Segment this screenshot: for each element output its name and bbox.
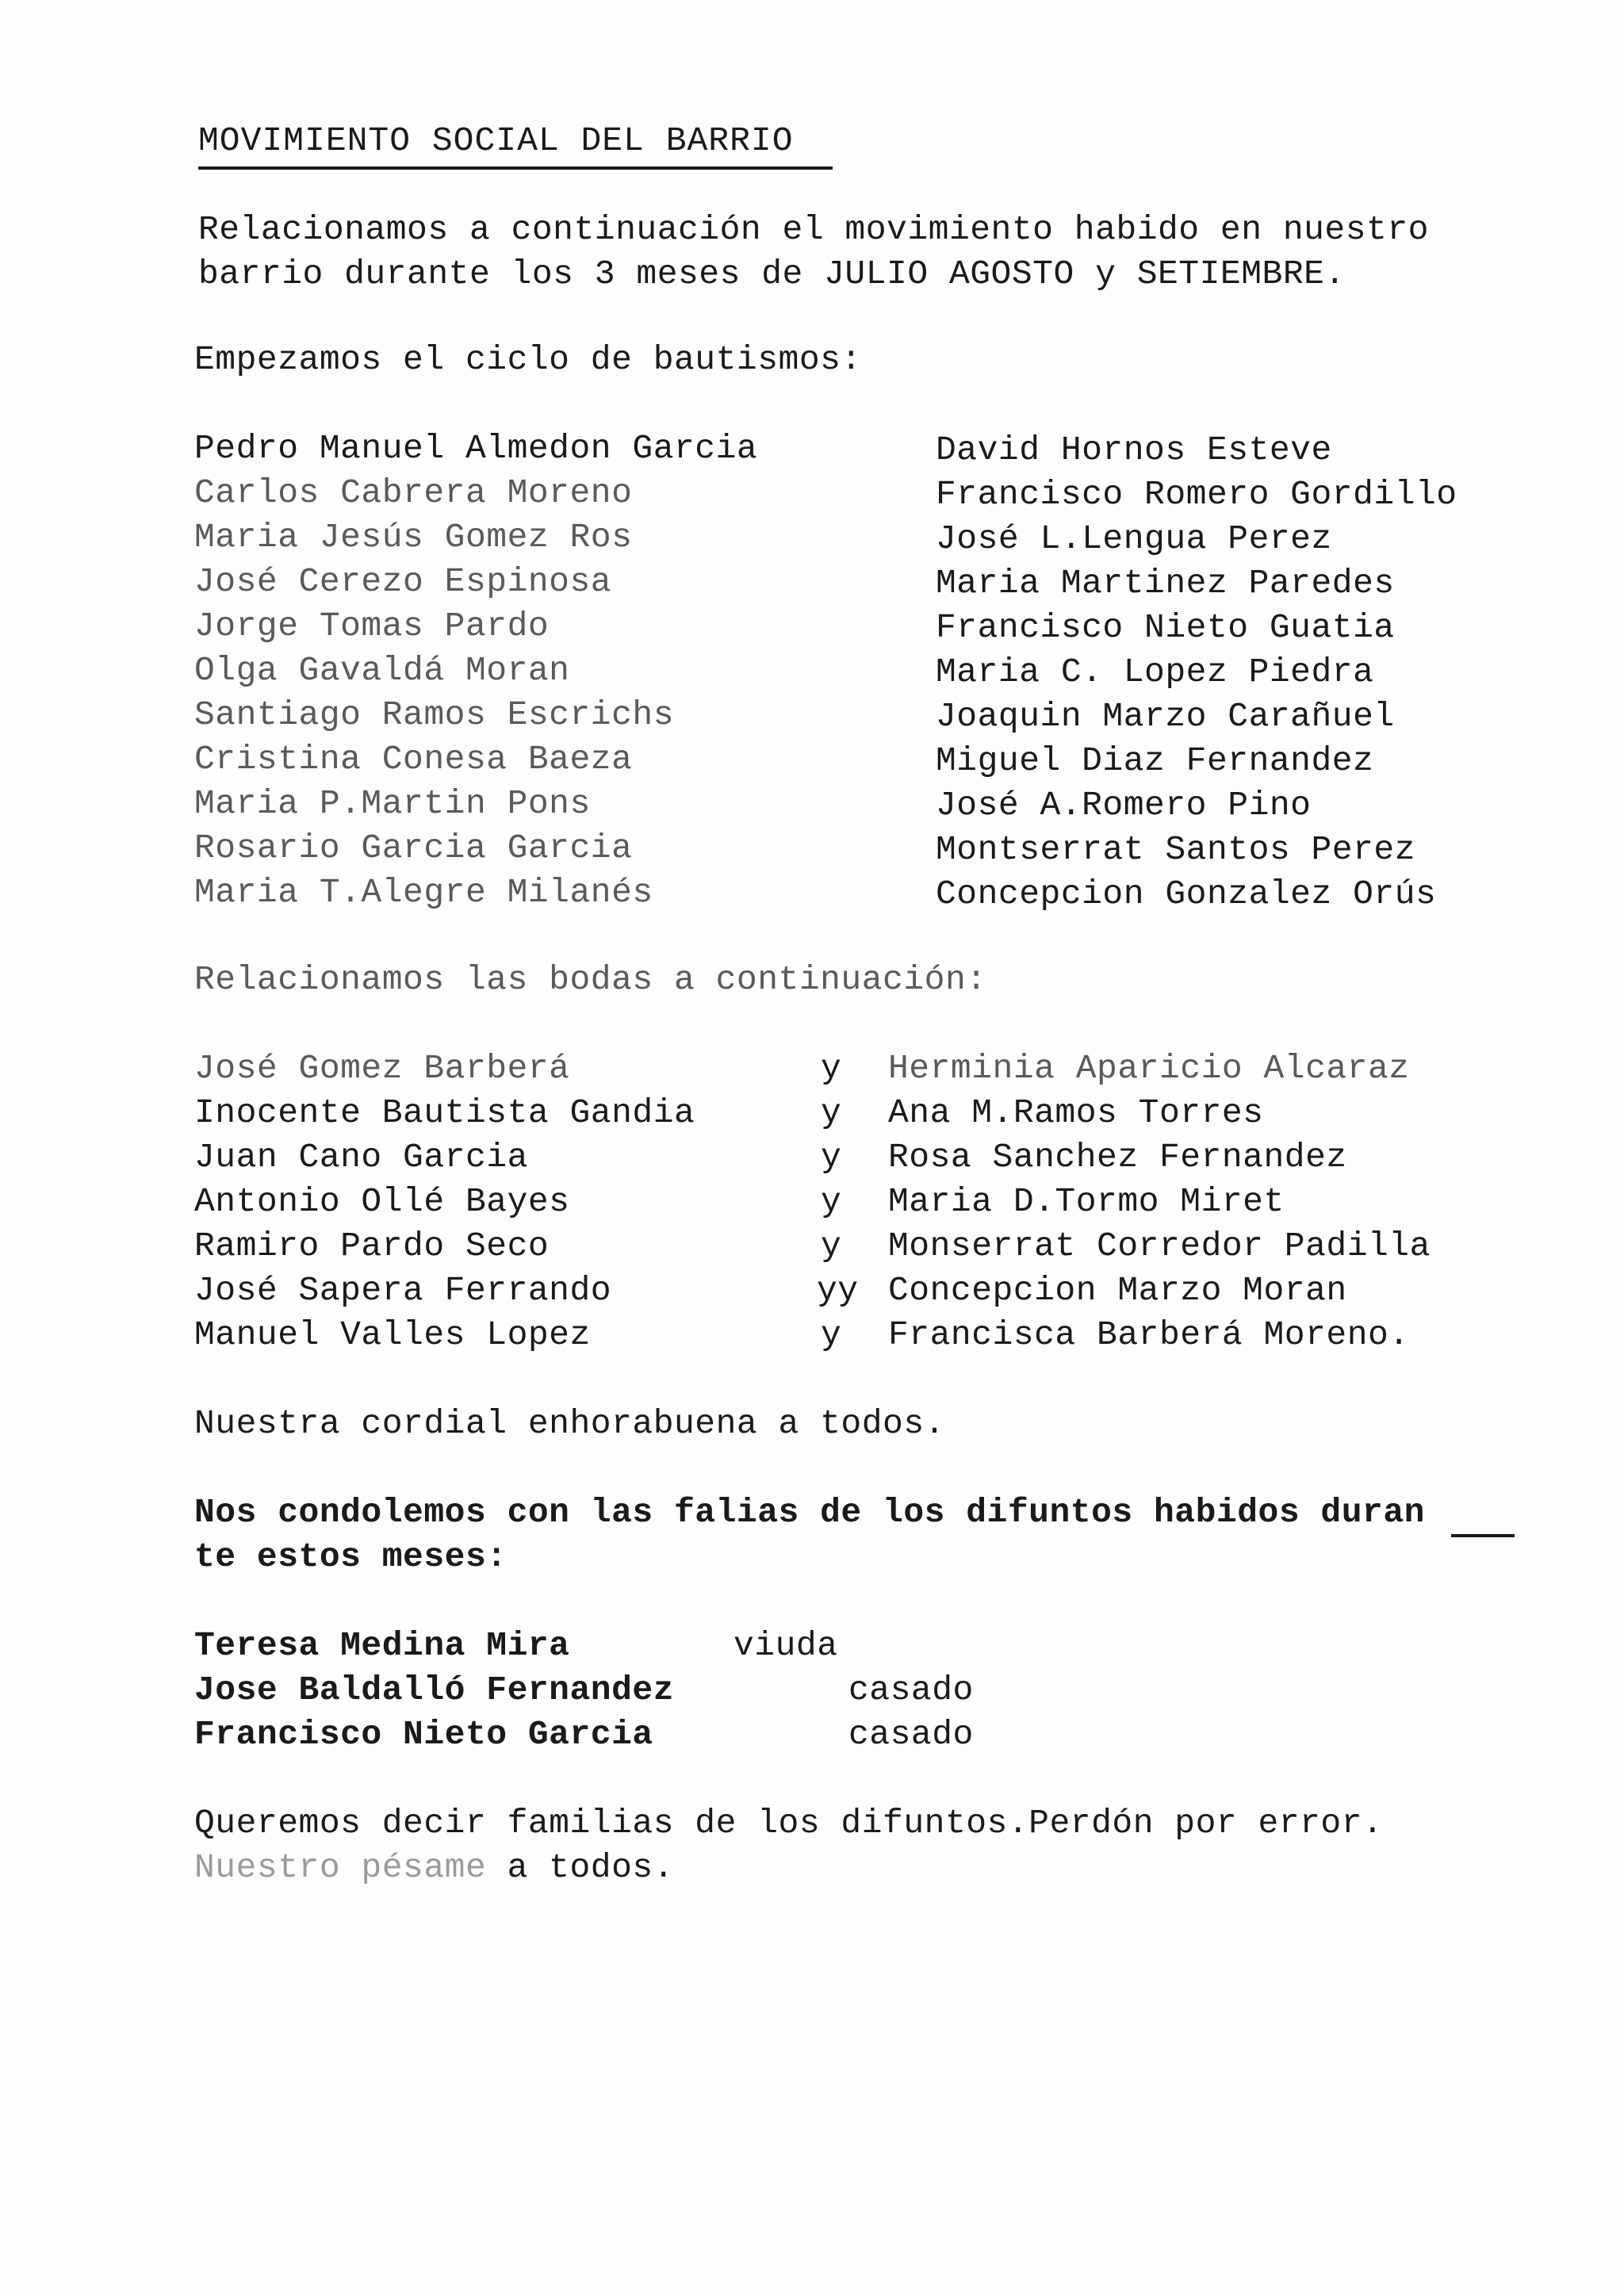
baptism-left-4: José Cerezo Espinosa	[194, 562, 612, 601]
baptism-right-11: Concepcion Gonzalez Orús	[936, 874, 1437, 913]
wedding-bride-6: Concepcion Marzo Moran	[888, 1271, 1347, 1310]
baptism-right-5: Francisco Nieto Guatia	[936, 608, 1395, 647]
deceased-status-3: casado	[848, 1715, 974, 1754]
deceased-name-1: Teresa Medina Mira	[194, 1626, 570, 1665]
wedding-groom-3: Juan Cano Garcia	[194, 1138, 528, 1177]
wedding-groom-2: Inocente Bautista Gandia	[194, 1093, 695, 1132]
baptism-left-9: Maria P.Martin Pons	[194, 784, 591, 823]
wedding-and-1: y	[821, 1049, 842, 1088]
wedding-and-5: y	[821, 1226, 842, 1265]
wedding-bride-2: Ana M.Ramos Torres	[888, 1093, 1264, 1132]
deceased-name-2: Jose Baldalló Fernandez	[194, 1670, 674, 1709]
baptism-right-9: José A.Romero Pino	[936, 786, 1312, 825]
wedding-and-4: y	[821, 1182, 842, 1221]
wedding-groom-1: José Gomez Barberá	[194, 1049, 570, 1088]
document-title: MOVIMIENTO SOCIAL DEL BARRIO	[198, 121, 794, 160]
wedding-bride-3: Rosa Sanchez Fernandez	[888, 1138, 1347, 1177]
title-underline	[198, 166, 833, 170]
wedding-groom-4: Antonio Ollé Bayes	[194, 1182, 570, 1221]
baptism-left-5: Jorge Tomas Pardo	[194, 607, 550, 645]
baptism-left-8: Cristina Conesa Baeza	[194, 740, 633, 779]
baptism-right-4: Maria Martinez Paredes	[936, 564, 1395, 603]
deceased-status-1: viuda	[733, 1626, 838, 1665]
condolence-line-2: te estos meses:	[194, 1537, 508, 1576]
baptism-right-7: Joaquin Marzo Carañuel	[936, 697, 1395, 736]
baptism-right-2: Francisco Romero Gordillo	[936, 475, 1457, 514]
wedding-and-3: y	[821, 1138, 842, 1177]
baptism-left-2: Carlos Cabrera Moreno	[194, 473, 633, 512]
wedding-bride-4: Maria D.Tormo Miret	[888, 1182, 1285, 1221]
baptism-right-8: Miguel Diaz Fernandez	[936, 741, 1374, 780]
baptism-left-3: Maria Jesús Gomez Ros	[194, 518, 633, 557]
condolence-underline	[1451, 1534, 1515, 1537]
closing-line	[194, 1846, 674, 1890]
baptism-right-3: José L.Lengua Perez	[936, 519, 1332, 558]
condolence-line-1: Nos condolemos con las falias de los difuntos habidos duran	[194, 1493, 1425, 1532]
wedding-bride-1: Herminia Aparicio Alcaraz	[888, 1049, 1410, 1088]
closing-text: a todos.	[486, 1848, 675, 1887]
wedding-and-6: yy	[817, 1271, 859, 1310]
intro-line-2: barrio durante los 3 meses de JULIO AGOSTO y SETIEMBRE.	[198, 254, 1346, 293]
wedding-bride-5: Monserrat Corredor Padilla	[888, 1226, 1431, 1265]
wedding-bride-7: Francisca Barberá Moreno.	[888, 1315, 1410, 1354]
deceased-status-2: casado	[848, 1670, 974, 1709]
baptisms-heading: Empezamos el ciclo de bautismos:	[194, 340, 862, 379]
wedding-groom-7: Manuel Valles Lopez	[194, 1315, 591, 1354]
baptism-left-1: Pedro Manuel Almedon Garcia	[194, 429, 758, 468]
closing-faded-text: Nuestro pésame	[194, 1848, 487, 1887]
intro-line-1: Relacionamos a continuación el movimiento habido en nuestro	[198, 210, 1429, 249]
weddings-heading: Relacionamos las bodas a continuación:	[194, 960, 987, 999]
deceased-name-3: Francisco Nieto Garcia	[194, 1715, 653, 1754]
correction-line: Queremos decir familias de los difuntos.Perdón por error.	[194, 1804, 1384, 1843]
baptism-left-11: Maria T.Alegre Milanés	[194, 873, 653, 912]
baptism-right-6: Maria C. Lopez Piedra	[936, 652, 1374, 691]
baptism-left-6: Olga Gavaldá Moran	[194, 651, 570, 690]
baptism-left-10: Rosario Garcia Garcia	[194, 828, 633, 867]
wedding-and-7: y	[821, 1315, 842, 1354]
wedding-groom-6: José Sapera Ferrando	[194, 1271, 612, 1310]
baptism-right-10: Montserrat Santos Perez	[936, 830, 1415, 869]
wedding-and-2: y	[821, 1093, 842, 1132]
wedding-groom-5: Ramiro Pardo Seco	[194, 1226, 550, 1265]
congratulations-line: Nuestra cordial enhorabuena a todos.	[194, 1404, 945, 1443]
baptism-right-1: David Hornos Esteve	[936, 430, 1332, 469]
baptism-left-7: Santiago Ramos Escrichs	[194, 695, 674, 734]
